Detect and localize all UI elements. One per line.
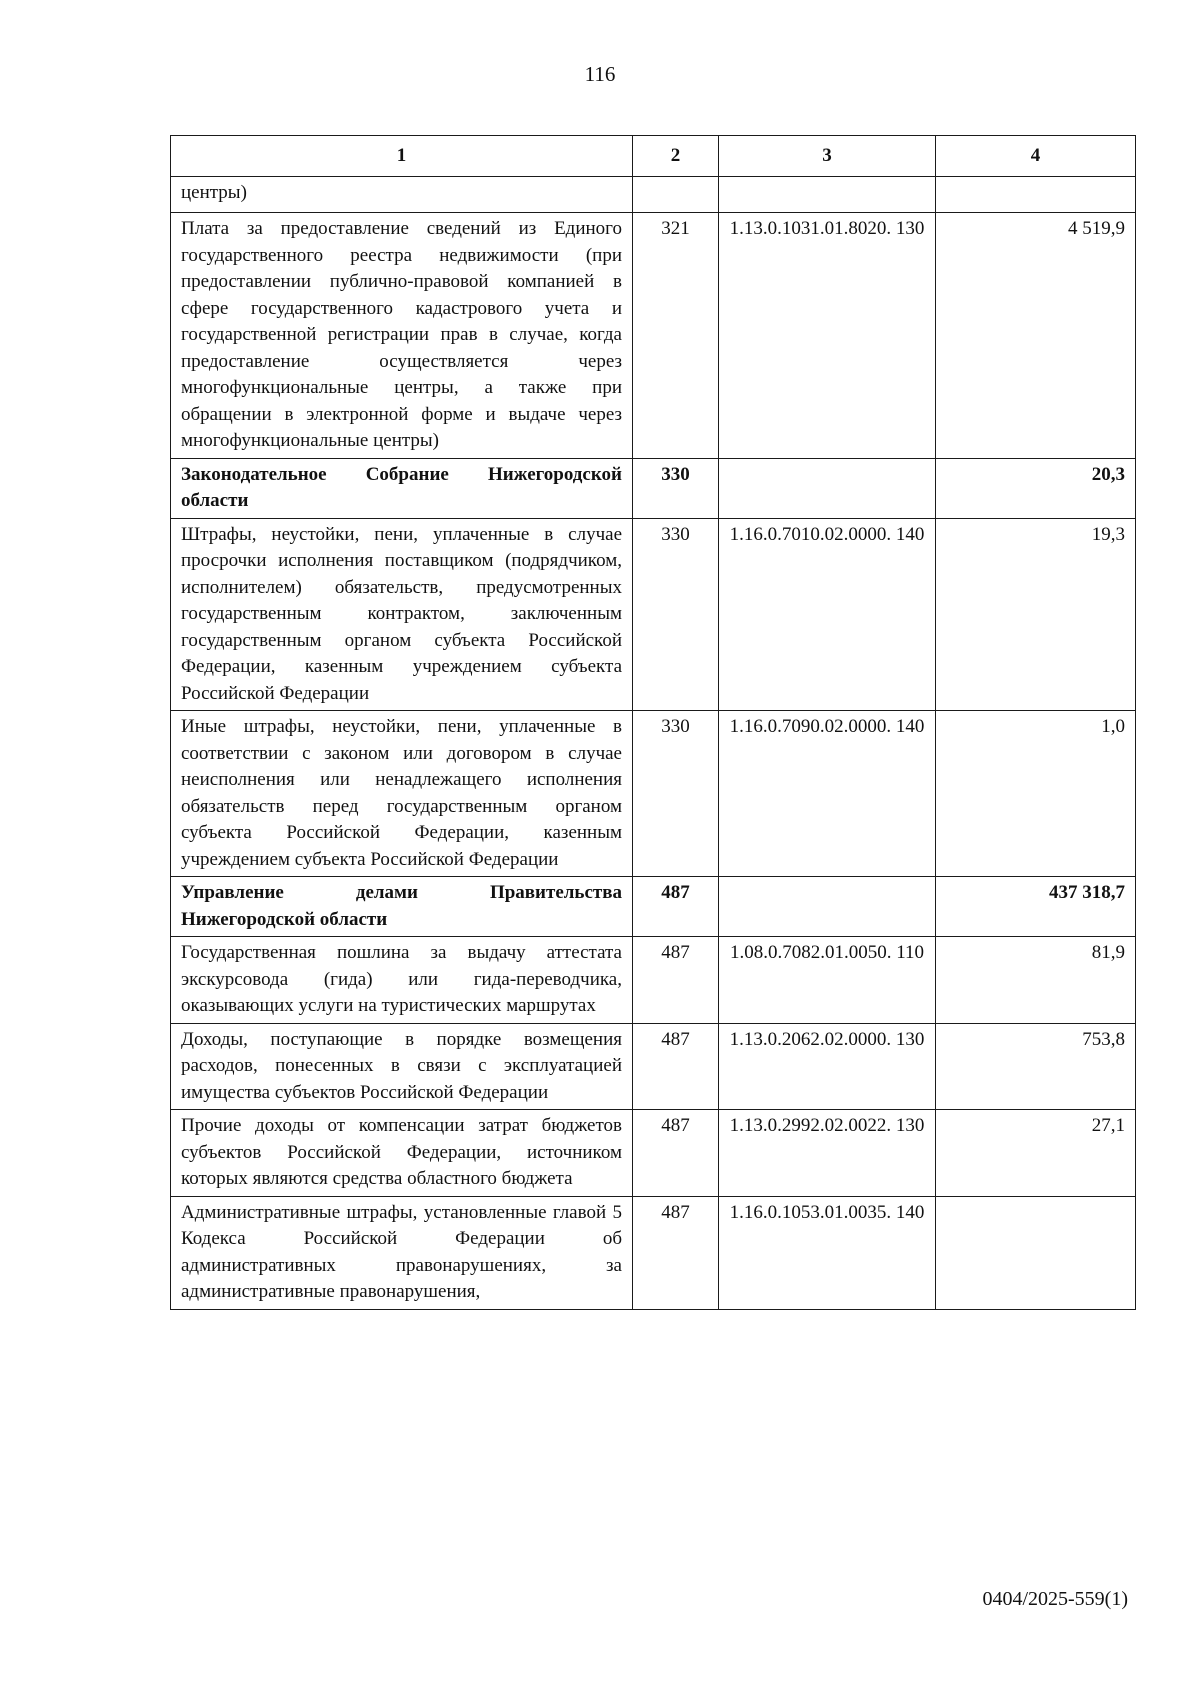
row-name: центры): [171, 177, 633, 213]
row-amount: 1,0: [936, 711, 1136, 877]
row-amount: 27,1: [936, 1110, 1136, 1197]
row-kbk: 1.13.0.1031.01.8020. 130: [719, 213, 936, 459]
row-code: 330: [633, 518, 719, 711]
table-row: [171, 937, 1136, 1024]
row-kbk: 1.13.0.2992.02.0022. 130: [719, 1110, 936, 1197]
document-registration-number: 0404/2025-559(1): [982, 1588, 1128, 1610]
row-amount: 81,9: [936, 937, 1136, 1024]
row-name: Плата за предоставление сведений из Единого государственного реестра недвижимости (при предоставлении публично-правовой компанией в сфере государственного кадастрового учета и государственной регистрации прав в случае, когда предоставление осуществляется через многофункциональные центры, а также при обращении в электронной форме и выдаче через многофункциональные центры): [171, 213, 633, 459]
organization-code: 487: [633, 877, 719, 937]
row-code: 330: [633, 711, 719, 877]
column-header-4: 4: [936, 136, 1136, 177]
table-row: [171, 1110, 1136, 1197]
organization-name: Законодательное Собрание Нижегородской области: [171, 458, 633, 518]
table-row: [171, 518, 1136, 711]
row-amount: 753,8: [936, 1023, 1136, 1110]
row-kbk: 1.16.0.7090.02.0000. 140: [719, 711, 936, 877]
organization-amount: 20,3: [936, 458, 1136, 518]
row-code: 487: [633, 937, 719, 1024]
row-name: Доходы, поступающие в порядке возмещения расходов, понесенных в связи с эксплуатацией имущества субъектов Российской Федерации: [171, 1023, 633, 1110]
organization-row: [171, 877, 1136, 937]
row-kbk: 1.16.0.7010.02.0000. 140: [719, 518, 936, 711]
row-name: Государственная пошлина за выдачу аттестата экскурсовода (гида) или гида-переводчика, оказывающих услуги на туристических маршрутах: [171, 937, 633, 1024]
table-row: [171, 177, 1136, 213]
row-code: 321: [633, 213, 719, 459]
page-number: 116: [584, 62, 616, 86]
row-code: 487: [633, 1196, 719, 1309]
organization-name: Управление делами Правительства Нижегородской области: [171, 877, 633, 937]
organization-amount: 437 318,7: [936, 877, 1136, 937]
row-name: Иные штрафы, неустойки, пени, уплаченные в соответствии с законом или договором в случае неисполнения или ненадлежащего исполнения обязательств перед государственным органом субъекта Российской Федерации, казенным учреждением субъекта Российской Федерации: [171, 711, 633, 877]
table-row: [171, 1196, 1136, 1309]
row-kbk: 1.16.0.1053.01.0035. 140: [719, 1196, 936, 1309]
row-code: 487: [633, 1110, 719, 1197]
organization-row: [171, 458, 1136, 518]
organization-code: 330: [633, 458, 719, 518]
table-row: [171, 1023, 1136, 1110]
table-row: [171, 213, 1136, 459]
row-kbk: 1.13.0.2062.02.0000. 130: [719, 1023, 936, 1110]
row-amount: 19,3: [936, 518, 1136, 711]
column-header-2: 2: [633, 136, 719, 177]
organization-kbk: [719, 458, 936, 518]
row-amount: [936, 177, 1136, 213]
row-code: [633, 177, 719, 213]
row-kbk: 1.08.0.7082.01.0050. 110: [719, 937, 936, 1024]
table-header-row: [171, 136, 1136, 177]
organization-kbk: [719, 877, 936, 937]
row-name: Административные штрафы, установленные главой 5 Кодекса Российской Федерации об административных правонарушениях, за административные правонарушения,: [171, 1196, 633, 1309]
table-row: [171, 711, 1136, 877]
row-name: Прочие доходы от компенсации затрат бюджетов субъектов Российской Федерации, источником которых являются средства областного бюджета: [171, 1110, 633, 1197]
column-header-1: 1: [171, 136, 633, 177]
row-name: Штрафы, неустойки, пени, уплаченные в случае просрочки исполнения поставщиком (подрядчиком, исполнителем) обязательств, предусмотренных государственным контрактом, заключенным государственным органом субъекта Российской Федерации, казенным учреждением субъекта Российской Федерации: [171, 518, 633, 711]
row-kbk: [719, 177, 936, 213]
row-amount: 4 519,9: [936, 213, 1136, 459]
row-amount: [936, 1196, 1136, 1309]
row-code: 487: [633, 1023, 719, 1110]
revenue-table: [170, 135, 1136, 1310]
column-header-3: 3: [719, 136, 936, 177]
